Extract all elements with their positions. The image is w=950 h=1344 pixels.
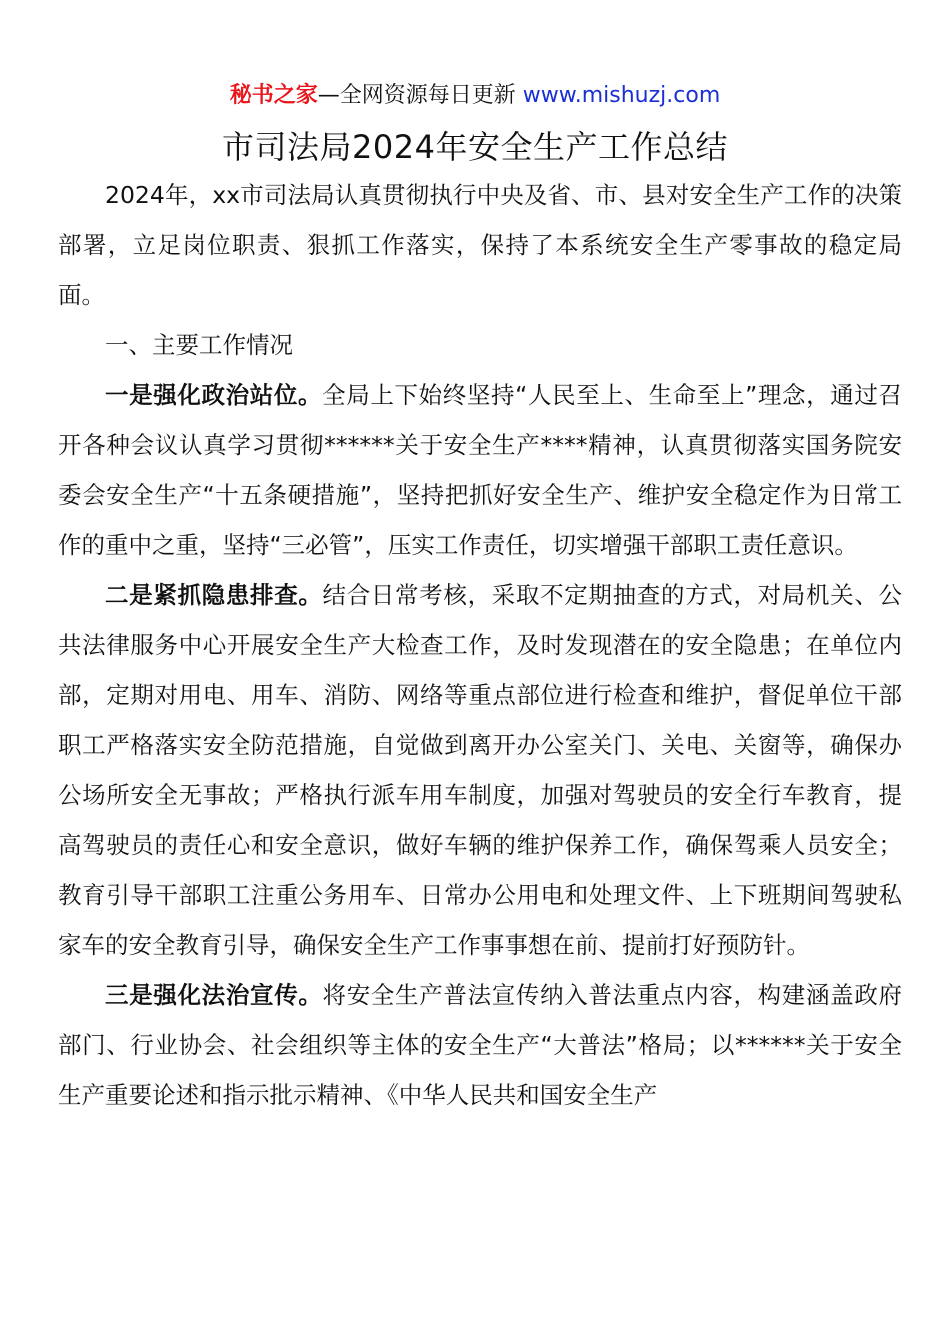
item-text-3: 将安全生产普法宣传纳入普法重点内容，构建涵盖政府部门、行业协会、社会组织等主体的安全生产“大普法”格局；以******关于安全生产重要论述和指示批示精神、《中华人民共和国安全生产	[58, 981, 902, 1109]
intro-paragraph: 2024年，xx市司法局认真贯彻执行中央及省、市、县对安全生产工作的决策部署，立足岗位职责、狠抓工作落实，保持了本系统安全生产零事故的稳定局面。	[58, 181, 902, 309]
section-heading: 一、主要工作情况	[105, 331, 293, 359]
item-text-2: 结合日常考核，采取不定期抽查的方式，对局机关、公共法律服务中心开展安全生产大检查工作，及时发现潜在的安全隐患；在单位内部，定期对用电、用车、消防、网络等重点部位进行检查和维护，督促单位干部职工严格落实安全防范措施，自觉做到离开办公室关门、关电、关窗等，确保办公场所安全无事故；严格执行派车用车制度，加强对驾驶员的安全行车教育，提高驾驶员的责任心和安全意识，做好车辆的维护保养工作，确保驾乘人员安全；教育引导干部职工注重公务用车、日常办公用电和处理文件、上下班期间驾驶私家车的安全教育引导，确保安全生产工作事事想在前、提前打好预防针。	[58, 581, 902, 959]
site-tagline: —全网资源每日更新	[317, 83, 516, 108]
item-lead-2: 二是紧抓隐患排查。	[105, 581, 323, 609]
item-lead-1: 一是强化政治站位。	[105, 381, 323, 409]
site-name: 秘书之家	[229, 83, 318, 108]
item-paragraph-1	[58, 370, 902, 570]
item-paragraph-2	[58, 570, 902, 970]
document-title: 市司法局2024年安全生产工作总结	[222, 128, 728, 166]
item-lead-3: 三是强化法治宣传。	[105, 981, 323, 1009]
item-paragraph-3	[58, 970, 902, 1120]
site-url-link[interactable]: www.mishuzj.com	[522, 83, 721, 108]
item-text-1: 全局上下始终坚持“人民至上、生命至上”理念，通过召开各种会议认真学习贯彻******关于安全生产****精神，认真贯彻落实国务院安委会安全生产“十五条硬措施”，坚持把抓好安全生产、维护安全稳定作为日常工作的重中之重，坚持“三必管”，压实工作责任，切实增强干部职工责任意识。	[58, 381, 903, 559]
site-header	[0, 80, 950, 112]
document-body	[58, 170, 902, 1120]
